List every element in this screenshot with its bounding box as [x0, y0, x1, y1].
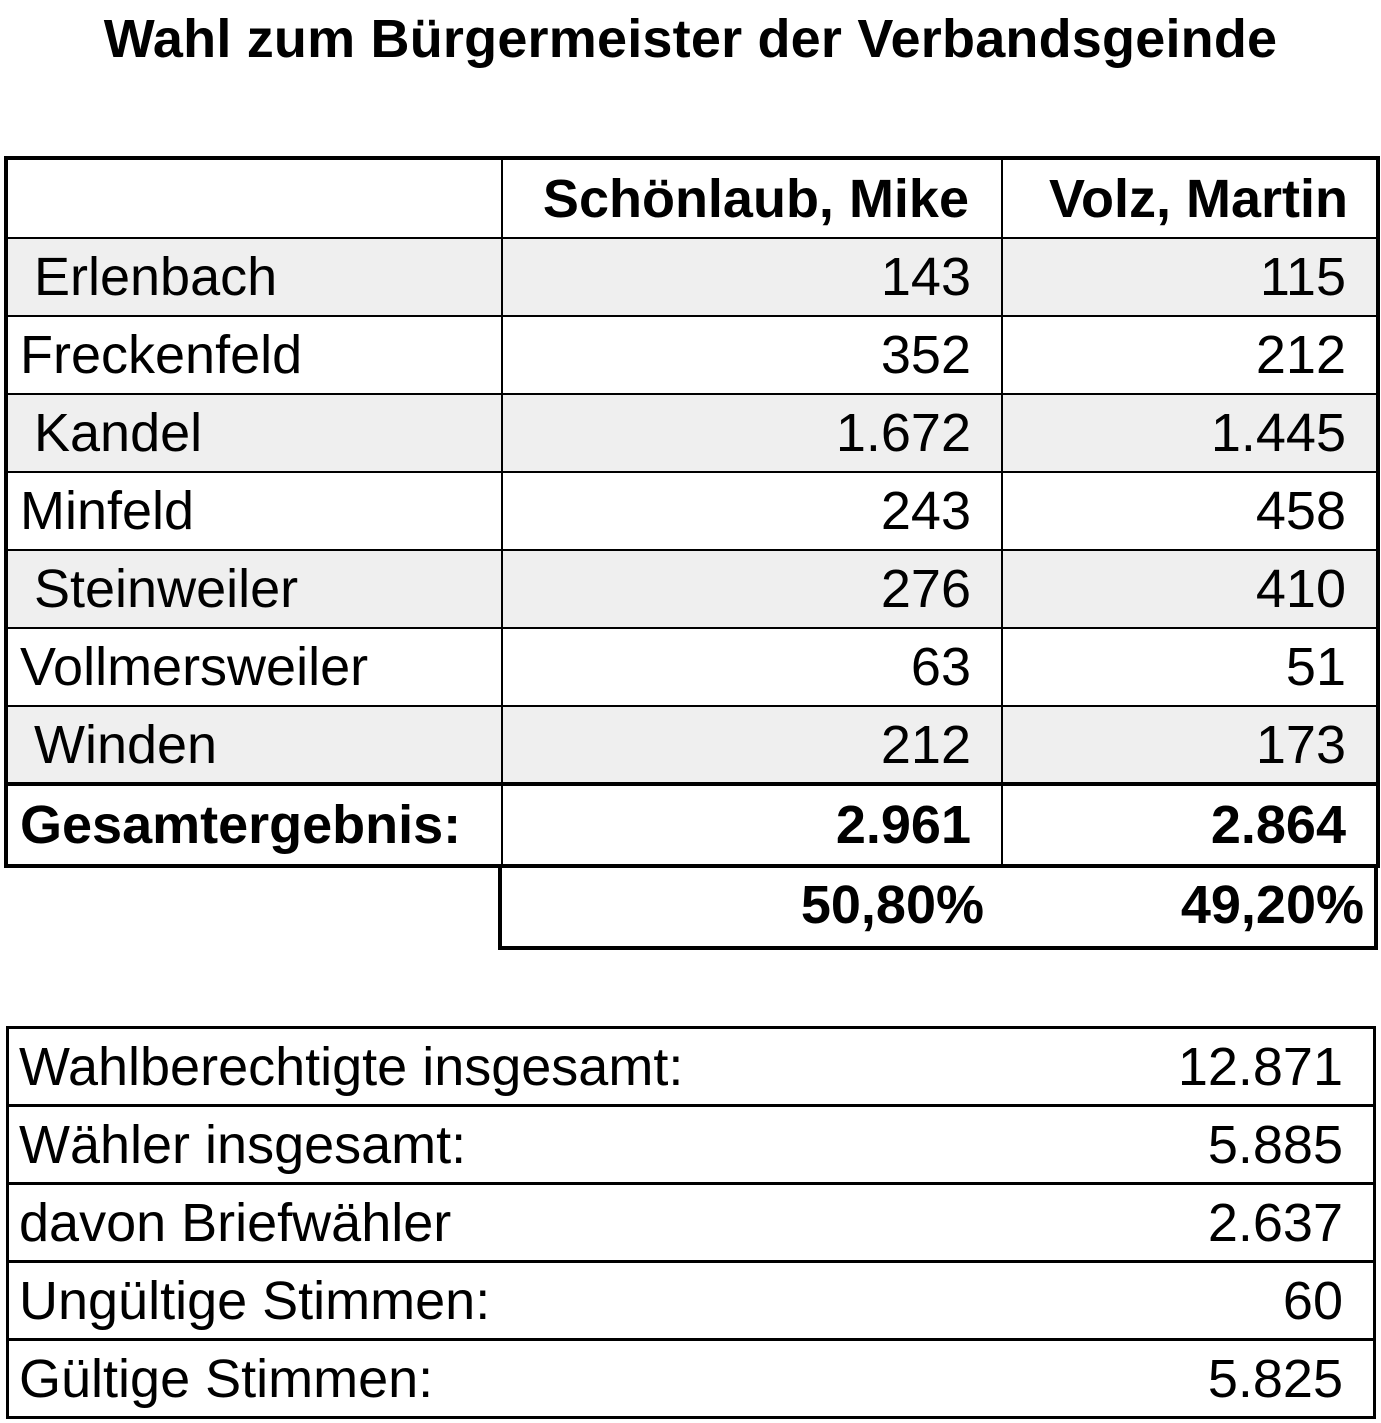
votes-candidate-2: 115 [1002, 238, 1378, 316]
votes-candidate-2: 1.445 [1002, 394, 1378, 472]
votes-candidate-1: 63 [502, 628, 1002, 706]
municipality-name: Minfeld [6, 472, 502, 550]
percent-candidate-2: 49,20% [1180, 875, 1364, 935]
votes-candidate-1: 1.672 [502, 394, 1002, 472]
table-row [6, 472, 1378, 550]
stats-value: 5.825 [975, 1340, 1375, 1418]
municipality-name: Steinweiler [6, 550, 502, 628]
votes-candidate-2: 458 [1002, 472, 1378, 550]
stats-row [8, 1028, 1375, 1106]
stats-value: 60 [975, 1262, 1375, 1340]
stats-label: davon Briefwähler [8, 1184, 975, 1262]
votes-candidate-2: 410 [1002, 550, 1378, 628]
stats-row [8, 1106, 1375, 1184]
stats-label: Wahlberechtigte insgesamt: [8, 1028, 975, 1106]
votes-candidate-1: 352 [502, 316, 1002, 394]
table-row [6, 316, 1378, 394]
header-candidate-2: Volz, Martin [1002, 158, 1378, 238]
stats-value: 2.637 [975, 1184, 1375, 1262]
table-row [6, 550, 1378, 628]
municipality-name: Vollmersweiler [6, 628, 502, 706]
stats-label: Wähler insgesamt: [8, 1106, 975, 1184]
percent-candidate-1: 50,80% [800, 875, 984, 935]
municipality-name: Freckenfeld [6, 316, 502, 394]
header-row [6, 158, 1378, 238]
stats-value: 12.871 [975, 1028, 1375, 1106]
municipality-name: Winden [6, 706, 502, 784]
table-row [6, 628, 1378, 706]
municipality-name: Erlenbach [6, 238, 502, 316]
results-table [4, 156, 1380, 868]
votes-candidate-1: 276 [502, 550, 1002, 628]
total-candidate-2: 2.864 [1002, 784, 1378, 866]
votes-candidate-2: 212 [1002, 316, 1378, 394]
header-blank-cell [6, 158, 502, 238]
table-row [6, 238, 1378, 316]
table-row [6, 706, 1378, 784]
votes-candidate-1: 143 [502, 238, 1002, 316]
header-candidate-1: Schönlaub, Mike [502, 158, 1002, 238]
stats-row [8, 1262, 1375, 1340]
statistics-table [6, 1026, 1376, 1419]
votes-candidate-1: 212 [502, 706, 1002, 784]
table-row [6, 394, 1378, 472]
total-label: Gesamtergebnis: [6, 784, 502, 866]
total-candidate-1: 2.961 [502, 784, 1002, 866]
page-title: Wahl zum Bürgermeister der Verbandsgeinde [103, 9, 1278, 69]
stats-label: Gültige Stimmen: [8, 1340, 975, 1418]
votes-candidate-1: 243 [502, 472, 1002, 550]
percentage-row [498, 868, 1378, 950]
total-row [6, 784, 1378, 866]
stats-row [8, 1184, 1375, 1262]
stats-value: 5.885 [975, 1106, 1375, 1184]
votes-candidate-2: 173 [1002, 706, 1378, 784]
votes-candidate-2: 51 [1002, 628, 1378, 706]
stats-row [8, 1340, 1375, 1418]
municipality-name: Kandel [6, 394, 502, 472]
stats-label: Ungültige Stimmen: [8, 1262, 975, 1340]
